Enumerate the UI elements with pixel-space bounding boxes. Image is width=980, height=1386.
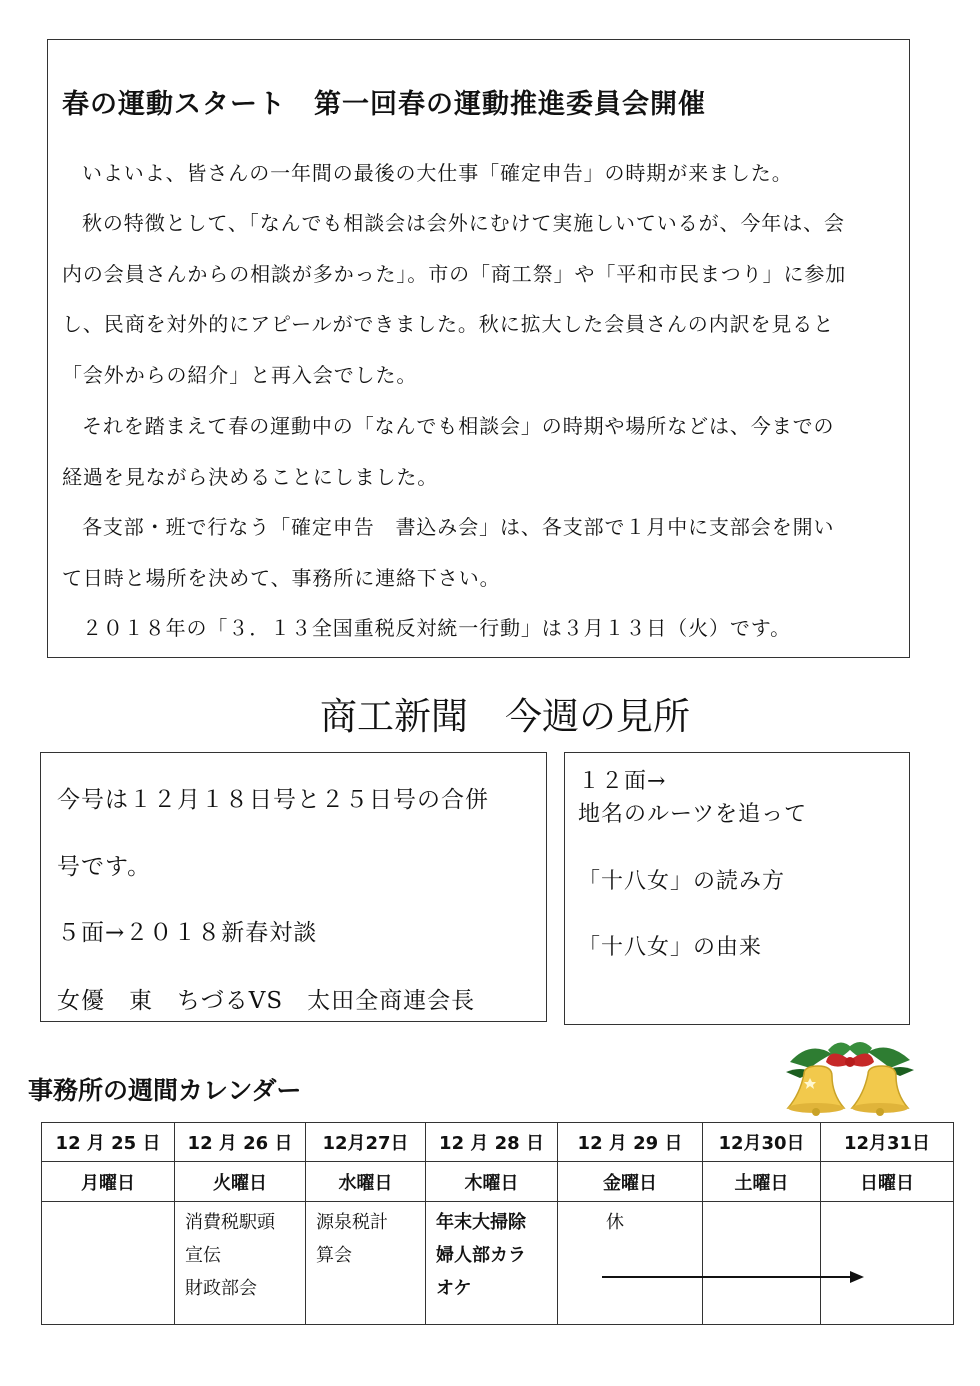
article-paragraph — [62, 148, 902, 199]
calendar-date-row — [42, 1123, 954, 1162]
calendar-cell-mon — [42, 1202, 175, 1325]
calendar-schedule-row — [42, 1202, 954, 1325]
calendar-date: 12 月 25 日 — [42, 1123, 175, 1162]
calendar-date: 12月30日 — [703, 1123, 821, 1162]
calendar-cell-tue — [175, 1202, 306, 1325]
news-highlights-left — [40, 752, 547, 1022]
calendar-event: 年末大掃除 — [436, 1212, 526, 1233]
news-line: 「十八女」の読み方 — [578, 869, 786, 894]
paragraph-line: 内の会員さんからの相談が多かった」。市の「商工祭」や「平和市民まつり」に参加 — [62, 261, 847, 286]
calendar-weekday: 火曜日 — [175, 1162, 306, 1202]
calendar-date: 12月27日 — [306, 1123, 426, 1162]
calendar-cell-wed — [306, 1202, 426, 1325]
calendar-event: 源泉税計 — [316, 1212, 388, 1233]
calendar-weekday-row — [42, 1162, 954, 1202]
news-line: ５面→２０１８新春対談 — [57, 920, 318, 946]
calendar-event: 休 — [606, 1212, 624, 1233]
paragraph-line: いよいよ、皆さんの一年間の最後の大仕事「確定申告」の時期が来ました。 — [82, 161, 793, 185]
paragraph-line: それを踏まえて春の運動中の「なんでも相談会」の時期や場所などは、今までの — [82, 414, 835, 438]
calendar-cell-sun — [821, 1202, 954, 1325]
news-highlights-right — [564, 752, 910, 1025]
calendar-event: 宣伝 — [185, 1245, 221, 1266]
right-arrow-icon — [602, 1270, 864, 1284]
christmas-bells-icon — [770, 1038, 930, 1118]
calendar-weekday: 土曜日 — [703, 1162, 821, 1202]
article-box — [47, 39, 910, 658]
news-line: 女優 東 ちづるVS 太田全商連会長 — [57, 988, 476, 1014]
calendar-date: 12 月 29 日 — [558, 1123, 703, 1162]
calendar-weekday: 日曜日 — [821, 1162, 954, 1202]
news-line: 今号は１２月１８日号と２５日号の合併 — [57, 787, 489, 813]
news-line: 地名のルーツを追って — [578, 802, 808, 827]
paragraph-line: て日時と場所を決めて、事務所に連絡下さい。 — [62, 565, 501, 590]
calendar-weekday: 水曜日 — [306, 1162, 426, 1202]
calendar-weekday: 木曜日 — [426, 1162, 558, 1202]
calendar-weekday: 月曜日 — [42, 1162, 175, 1202]
article-paragraph — [62, 502, 902, 603]
calendar-event: オケ — [436, 1278, 472, 1299]
calendar-date: 12月31日 — [821, 1123, 954, 1162]
calendar-event: 財政部会 — [185, 1278, 257, 1299]
paragraph-line: ２０１８年の「３．１３全国重税反対統一行動」は３月１３日（火）です。 — [82, 616, 791, 640]
calendar-date: 12 月 28 日 — [426, 1123, 558, 1162]
article-title: 春の運動スタート 第一回春の運動推進委員会開催 — [62, 89, 706, 120]
calendar-event: 算会 — [316, 1245, 352, 1266]
paragraph-line: 秋の特徴として、「なんでも相談会は会外にむけて実施しいているが、今年は、会 — [82, 211, 845, 235]
paragraph-line: 各支部・班で行なう「確定申告 書込み会」は、各支部で１月中に支部会を開い — [82, 515, 835, 539]
article-paragraph — [62, 603, 902, 654]
paragraph-line: 「会外からの紹介」と再入会でした。 — [62, 362, 418, 387]
calendar-cell-sat — [703, 1202, 821, 1325]
article-paragraph — [62, 198, 902, 400]
calendar-title: 事務所の週間カレンダー — [28, 1076, 302, 1105]
paragraph-line: 経過を見ながら決めることにしました。 — [62, 464, 439, 489]
calendar-cell-fri — [558, 1202, 703, 1325]
paragraph-line: し、民商を対外的にアピールができました。秋に拡大した会員さんの内訳を見ると — [62, 312, 835, 336]
calendar-event: 婦人部カラ — [436, 1245, 526, 1266]
news-line: 「十八女」の由来 — [578, 935, 763, 960]
red-ribbon — [826, 1053, 874, 1067]
calendar-event: 消費税駅頭 — [185, 1212, 275, 1233]
news-line: １２面→ — [578, 769, 667, 794]
news-line: 号です。 — [57, 854, 152, 880]
section-title: 商工新聞 今週の見所 — [320, 695, 690, 738]
calendar-date: 12 月 26 日 — [175, 1123, 306, 1162]
article-paragraph — [62, 401, 902, 502]
calendar-weekday: 金曜日 — [558, 1162, 703, 1202]
weekly-calendar — [41, 1122, 954, 1325]
